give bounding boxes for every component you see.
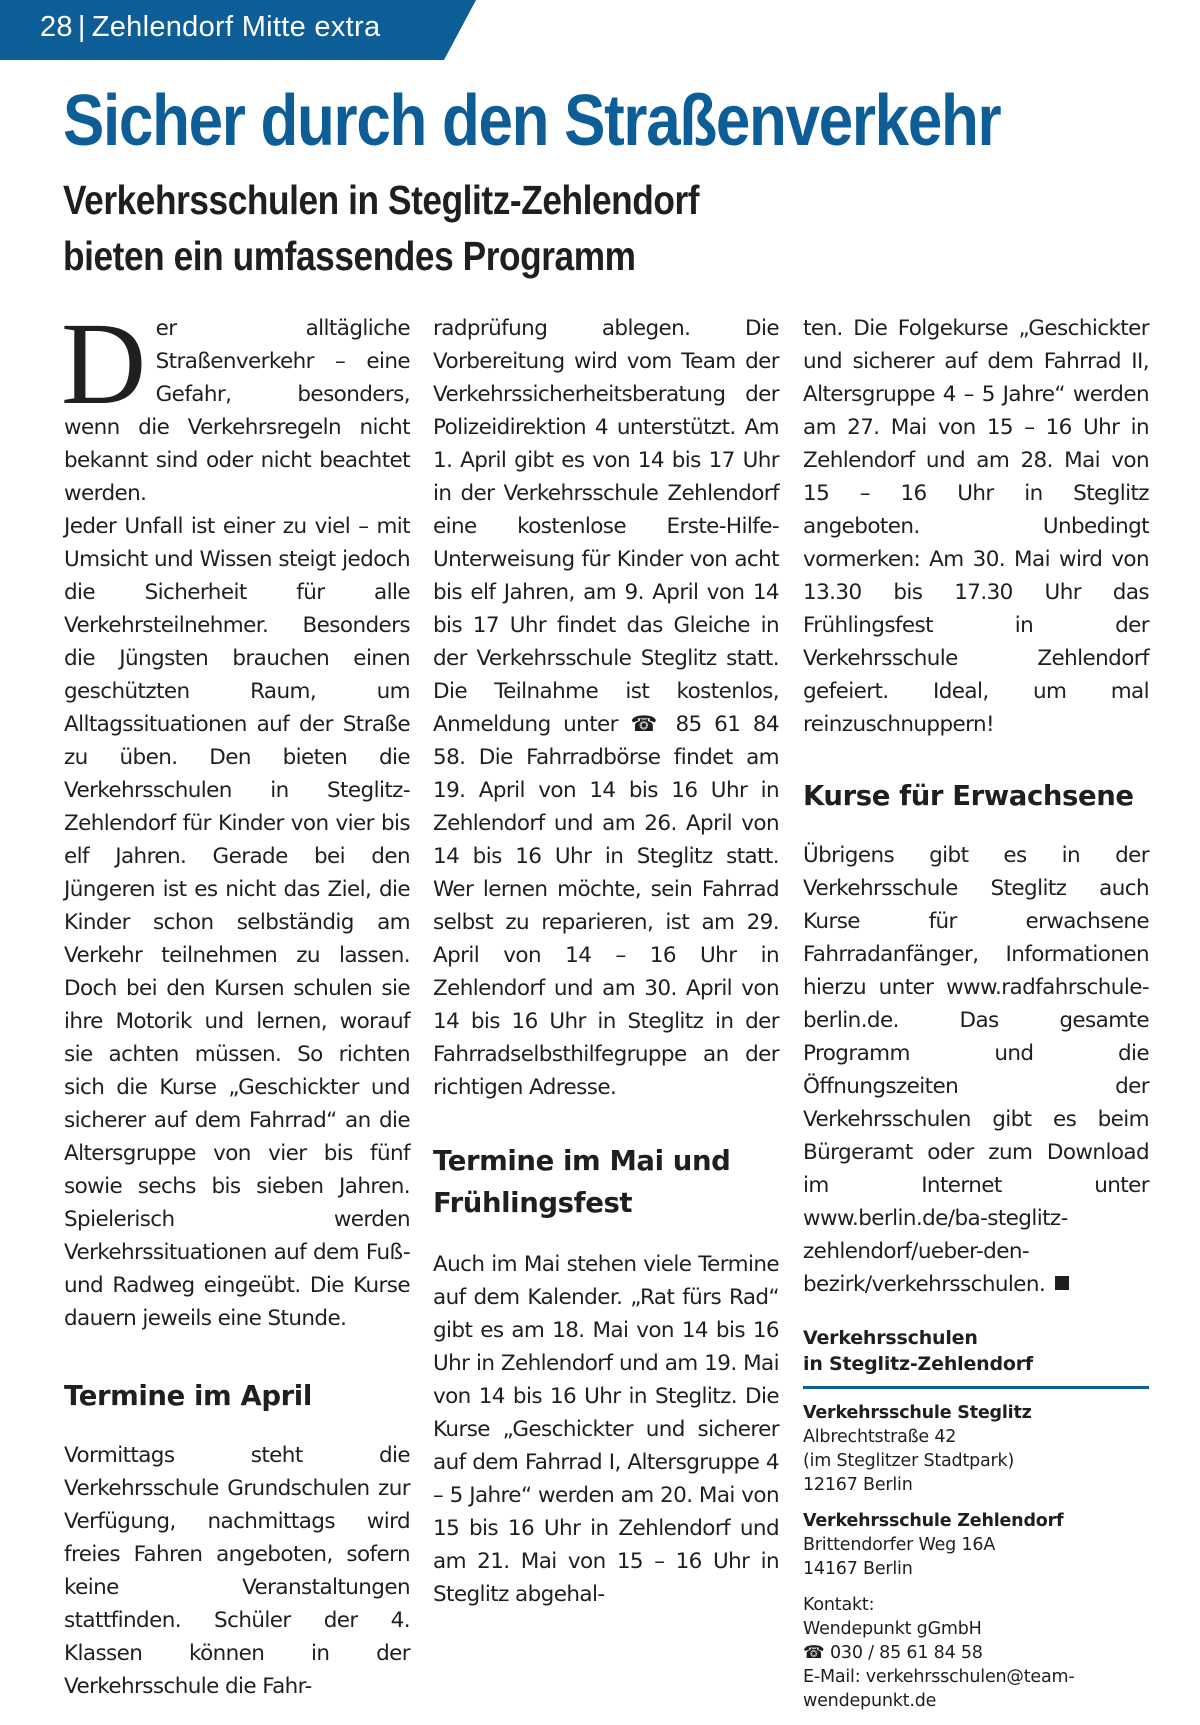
info-box-title — [803, 1325, 1149, 1377]
contact-block — [803, 1593, 1149, 1713]
article-column-2 — [433, 312, 779, 1611]
city: 14167 Berlin — [803, 1559, 913, 1579]
contact-phone: ☎ 030 / 85 61 84 58 — [803, 1643, 983, 1663]
drop-cap: D — [61, 298, 146, 429]
page-number: 28 — [40, 11, 73, 43]
info-title-line-1: Verkehrsschulen — [803, 1327, 978, 1349]
section-header — [40, 11, 380, 44]
body-paragraph-may: Auch im Mai stehen viele Termine auf dem Kalender. „Rat fürs Rad“ gibt es am 18. Mai von 14 bis 16 Uhr in Zehlendorf und am 19. Mai von 14 bis 16 Uhr in Steglitz. Die Kurse „Geschickter und sicherer auf dem Fahrrad I, Altersgruppe 4 – 5 Jahre“ werden am 20. Mai von 15 bis 16 Uhr in Zehlendorf und am 21. Mai von 15 – 16 Uhr in Steglitz abgehal- — [433, 1252, 779, 1607]
intro-text: er alltägliche Straßenverkehr – eine Gefahr, besonders, wenn die Verkehrsregeln nicht bekannt sind oder nicht beachtet werden. — [64, 316, 410, 506]
body-paragraph-april: Vormittags steht die Verkehrsschule Grundschulen zur Verfügung, nachmittags wird freies Fahren angeboten, sofern keine Veranstaltungen stattfinden. Schüler der 4. Klassen können in der Verkehrsschule die Fahr- — [64, 1443, 410, 1699]
end-of-article-mark — [1055, 1276, 1069, 1290]
subheadline-line-1: Verkehrsschulen in Steglitz-Zehlendorf — [63, 177, 700, 223]
section-heading-adults: Kurse für Erwachsene — [803, 780, 1134, 812]
section-heading-may: Termine im Mai und Frühlingsfest — [433, 1145, 731, 1219]
headline: Sicher durch den Straßenverkehr — [63, 81, 1001, 161]
header-separator: | — [77, 11, 86, 43]
address-steglitz — [803, 1401, 1149, 1497]
body-paragraph: Jeder Unfall ist einer zu viel – mit Umsicht und Wissen steigt jedoch die Sicherheit für alle Verkehrsteilnehmer. Besonders die Jüngsten brauchen einen geschützten Raum, um Alltagssituationen auf der Straße zu üben. Den bieten die Verkehrsschulen in Steglitz-Zehlendorf für Kinder von vier bis elf Jahren. Gerade bei den Jüngeren ist es nicht das Ziel, die Kinder schon selbständig am Verkehr teilnehmen zu lassen. Doch bei den Kursen schulen sie ihre Motorik und lernen, worauf sie achten müssen. So richten sich die Kurse „Geschickter und sicherer auf dem Fahrrad“ an die Altersgruppe von vier bis fünf sowie sechs bis sieben Jahren. Spielerisch werden Verkehrssituationen auf dem Fuß- und Radweg eingeübt. Die Kurse dauern jeweils eine Stunde. — [64, 514, 410, 1331]
section-header-bar — [0, 0, 476, 60]
body-paragraph-continued-2: ten. Die Folgekurse „Geschickter und sicherer auf dem Fahrrad II, Altersgruppe 4 – 5 Jahre“ werden am 27. Mai von 15 – 16 Uhr in Zehlendorf und am 28. Mai von 15 – 16 Uhr in Steglitz angeboten. Unbedingt vormerken: Am 30. Mai wird von 13.30 bis 17.30 Uhr das Frühlingsfest in der Verkehrsschule Zehlendorf gefeiert. Ideal, um mal reinzuschnuppern! — [803, 316, 1149, 737]
body-paragraph-adults — [803, 839, 1149, 1301]
adults-text: Übrigens gibt es in der Verkehrsschule Steglitz auch Kurse für erwachsene Fahrradanfänger, Informationen hierzu unter www.radfahrschule-berlin.de. Das gesamte Programm und die Öffnungszeiten der Verkehrsschulen gibt es beim Bürgeramt oder zum Download im Internet unter www.berlin.de/ba-steglitz-zehlendorf/ueber-den-bezirk/verkehrsschulen. — [803, 843, 1149, 1297]
section-heading-april: Termine im April — [64, 1380, 312, 1412]
info-title-line-2: in Steglitz-Zehlendorf — [803, 1353, 1033, 1375]
info-box — [803, 1325, 1149, 1713]
intro-paragraph — [61, 298, 410, 510]
contact-label: Kontakt: — [803, 1595, 875, 1615]
school-name: Verkehrsschule Zehlendorf — [803, 1511, 1064, 1531]
address-zehlendorf — [803, 1509, 1149, 1581]
school-name: Verkehrsschule Steglitz — [803, 1403, 1032, 1423]
body-paragraph-continued: radprüfung ablegen. Die Vorbereitung wird vom Team der Verkehrssicherheitsberatung der Polizeidirektion 4 unterstützt. Am 1. April gibt es von 14 bis 17 Uhr in der Verkehrsschule Zehlendorf eine kostenlose Erste-Hilfe-Unterweisung für Kinder von acht bis elf Jahren, am 9. April von 14 bis 17 Uhr findet das Gleiche in der Verkehrsschule Steglitz statt. Die Teilnahme ist kostenlos, Anmeldung unter ☎ 85 61 84 58. Die Fahrradbörse findet am 19. April von 14 bis 16 Uhr in Zehlendorf und am 26. April von 14 bis 16 Uhr in Steglitz statt. Wer lernen möchte, sein Fahrrad selbst zu reparieren, ist am 29. April von 14 – 16 Uhr in Zehlendorf und am 30. April von 14 bis 16 Uhr in Steglitz in der Fahrradselbsthilfegruppe an der richtigen Adresse. — [433, 316, 779, 1100]
contact-email-line-2: wendepunkt.de — [803, 1691, 937, 1711]
location-note: (im Steglitzer Stadtpark) — [803, 1451, 1015, 1471]
city: 12167 Berlin — [803, 1475, 913, 1495]
article-column-1 — [61, 298, 410, 1703]
contact-email-line-1: E-Mail: verkehrsschulen@team- — [803, 1667, 1075, 1687]
info-box-divider — [803, 1386, 1149, 1389]
street: Albrechtstraße 42 — [803, 1427, 957, 1447]
street: Brittendorfer Weg 16A — [803, 1535, 996, 1555]
subheadline — [63, 172, 699, 284]
subheadline-line-2: bieten ein umfassendes Programm — [63, 233, 636, 279]
section-title: Zehlendorf Mitte extra — [91, 11, 381, 43]
article-column-3 — [803, 312, 1149, 1725]
contact-org: Wendepunkt gGmbH — [803, 1619, 982, 1639]
